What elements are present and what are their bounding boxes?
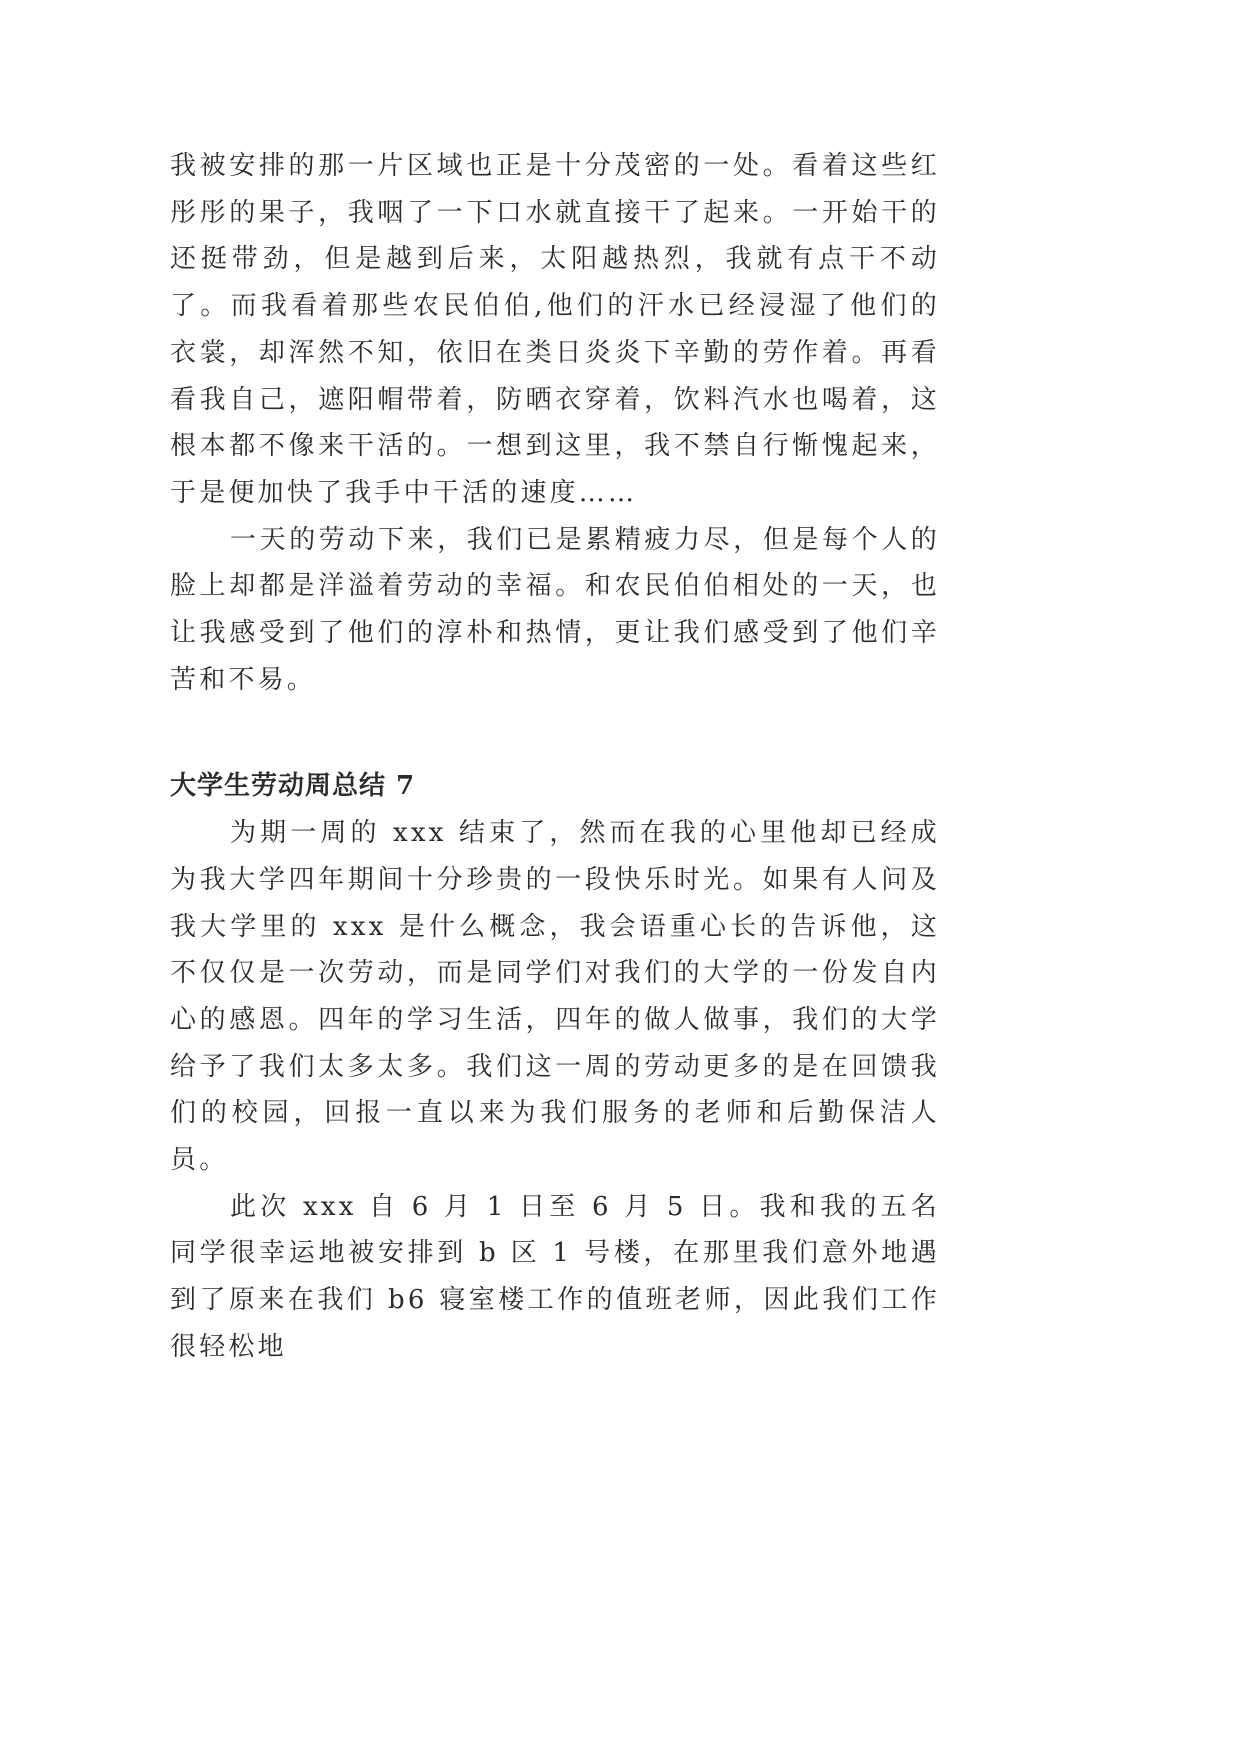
paragraph-schedule: 此次 xxx 自 6 月 1 日至 6 月 5 日。我和我的五名同学很幸运地被安排到 b 区 1 号楼，在那里我们意外地遇到了原来在我们 b6 寝室楼工作的值班老师，因此我们工作很轻松地 — [170, 1191, 940, 1362]
paragraph-continued: 我被安排的那一片区域也正是十分茂密的一处。看着这些红彤彤的果子，我咽了一下口水就直接干了起来。一开始干的还挺带劲，但是越到后来，太阳越热烈，我就有点干不动了。而我看着那些农民伯伯,他们的汗水已经浸湿了他们的衣裳，却浑然不知，依旧在类日炎炎下辛勤的劳作着。再看看我自己，遮阳帽带着，防晒衣穿着，饮料汽水也喝着，这根本都不像来干活的。一想到这里，我不禁自行惭愧起来，于是便加快了我手中干活的速度…… — [170, 151, 940, 508]
paragraph-week-summary: 为期一周的 xxx 结束了，然而在我的心里他却已经成为我大学四年期间十分珍贵的一段快乐时光。如果有人问及我大学里的 xxx 是什么概念，我会语重心长的告诉他，这不仅仅是一次劳动，而是同学们对我们的大学的一份发自内心的感恩。四年的学习生活，四年的做人做事，我们的大学给予了我们太多太多。我们这一周的劳动更多的是在回馈我们的校园，回报一直以来为我们服务的老师和后勤保洁人员。 — [170, 818, 940, 1176]
document-body — [170, 143, 940, 1371]
paragraph-labor-day-summary: 一天的劳动下来，我们已是累精疲力尽，但是每个人的脸上却都是洋溢着劳动的幸福。和农民伯伯相处的一天，也让我感受到了他们的淳朴和热情，更让我们感受到了他们辛苦和不易。 — [170, 524, 940, 695]
section-heading: 大学生劳动周总结 7 — [170, 771, 416, 802]
